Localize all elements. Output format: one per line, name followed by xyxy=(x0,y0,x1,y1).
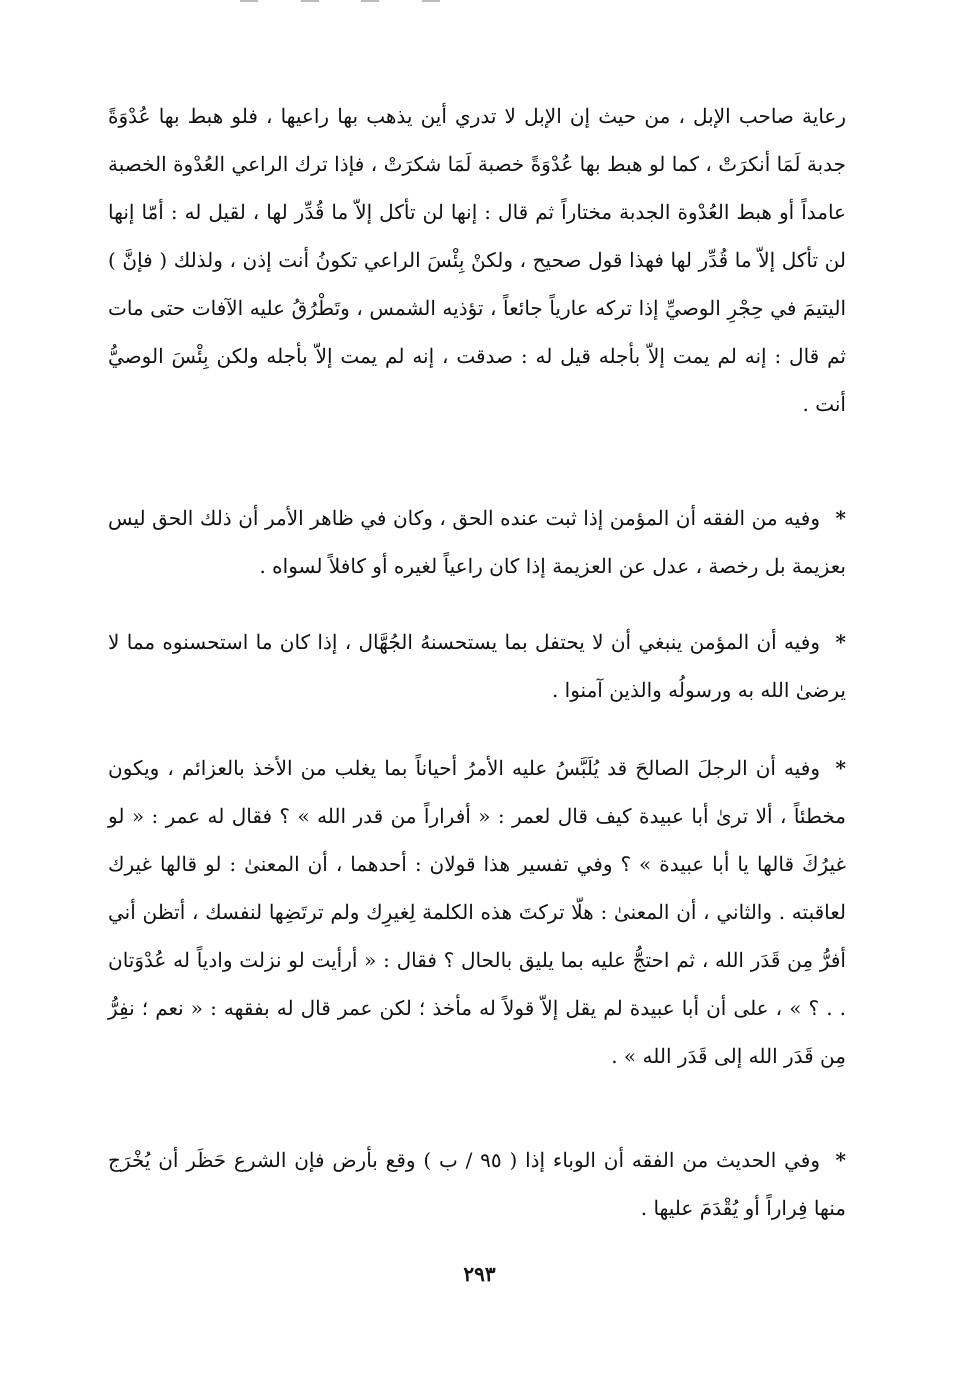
bullet-text: وفيه من الفقه أن المؤمن إذا ثبت عنده الحق ، وكان في ظاهر الأمر أن ذلك الحق ليس بعزيمة بل رخصة ، عدل عن العزيمة إذا كان راعياً لغيره أو كافلاً لسواه . xyxy=(108,506,846,578)
bullet-text: وفيه أن الرجلَ الصالحَ قد يُلَبَّسُ عليه الأمرُ أحياناً بما يغلب من الأخذ بالعزائم ، ويكون مخطئاً ، ألا ترىٰ أبا عبيدة كيف قال لعمر : « أفراراً من قدر الله » ؟ فقال له عمر : « لو غيرُكَ قالها يا أبا عبيدة » ؟ وفي تفسير هذا قولان : أحدهما ، أن المعنىٰ : لو قالها غيرك لعاقبته . والثاني ، أن المعنىٰ : هلّا تركتَ هذه الكلمة لِغيرِك ولم ترتَضِها لنفسك ، أتظن أني أفرُّ مِن قَدَر الله ، ثم احتجُّ عليه بما يليق بالحال ؟ فقال : « أرأيت لو نزلت وادياً له عُدْوَتان . . ؟ » ، على أن أبا عبيدة لم يقل إلاّ قولاً له مأخذ ؛ لكن عمر قال له بفقهه : « نعم ؛ نفِرُّ مِن قَدَر الله إلى قَدَر الله » . xyxy=(108,756,846,1068)
bullet-marker: * xyxy=(835,1148,846,1172)
bullet-marker: * xyxy=(835,506,846,530)
bullet-paragraph xyxy=(108,1136,846,1232)
edge-mark xyxy=(422,0,440,2)
bullet-text: وفيه أن المؤمن ينبغي أن لا يحتفل بما يستحسنهُ الجُهَّال ، إذا كان ما استحسنوه مما لا يرضىٰ الله به ورسولُه والذين آمنوا . xyxy=(108,630,846,702)
bullet-paragraph xyxy=(108,618,846,714)
edge-mark xyxy=(361,0,379,2)
edge-mark xyxy=(240,0,258,2)
bullet-paragraph xyxy=(108,494,846,590)
bullet-marker: * xyxy=(835,756,846,780)
bullet-paragraph xyxy=(108,744,846,1080)
page-number: ٢٩٣ xyxy=(463,1262,496,1286)
edge-mark xyxy=(301,0,319,2)
bullet-marker: * xyxy=(835,630,846,654)
opening-paragraph: رعاية صاحب الإبل ، من حيث إن الإبل لا تدري أين يذهب بها راعيها ، فلو هبط بها عُدْوَةً جدبة لَمَا أنكرَتْ ، كما لو هبط بها عُدْوَةً خصبة لَمَا شكرَتْ ، فإذا ترك الراعي العُدْوة الخصبة عامداً أو هبط العُدْوة الجدبة مختاراً ثم قال : إنها لن تأكل إلاّ ما قُدِّر لها ، لقيل له : أمّا إنها لن تأكل إلاّ ما قُدِّر لها فهذا قول صحيح ، ولكنْ بِئْسَ الراعي تكونُ أنت إذن ، ولذلك ( فإنَّ ) اليتيمَ في حِجْرِ الوصيِّ إذا تركه عارياً جائعاً ، تؤذيه الشمس ، وتَطْرُقُ عليه الآفات حتى مات ثم قال : إنه لم يمت إلاّ بأجله قيل له : صدقت ، إنه لم يمت إلاّ بأجله ولكن بِئْسَ الوصيُّ أنت . xyxy=(108,104,847,416)
bullet-text: وفي الحديث من الفقه أن الوباء إذا ( ٩٥ / ب ) وقع بأرض فإن الشرع حَظَر أن يُخْرَج منها فِراراً أو يُقْدَمَ عليها . xyxy=(108,1148,846,1220)
top-edge-marks xyxy=(240,0,440,6)
